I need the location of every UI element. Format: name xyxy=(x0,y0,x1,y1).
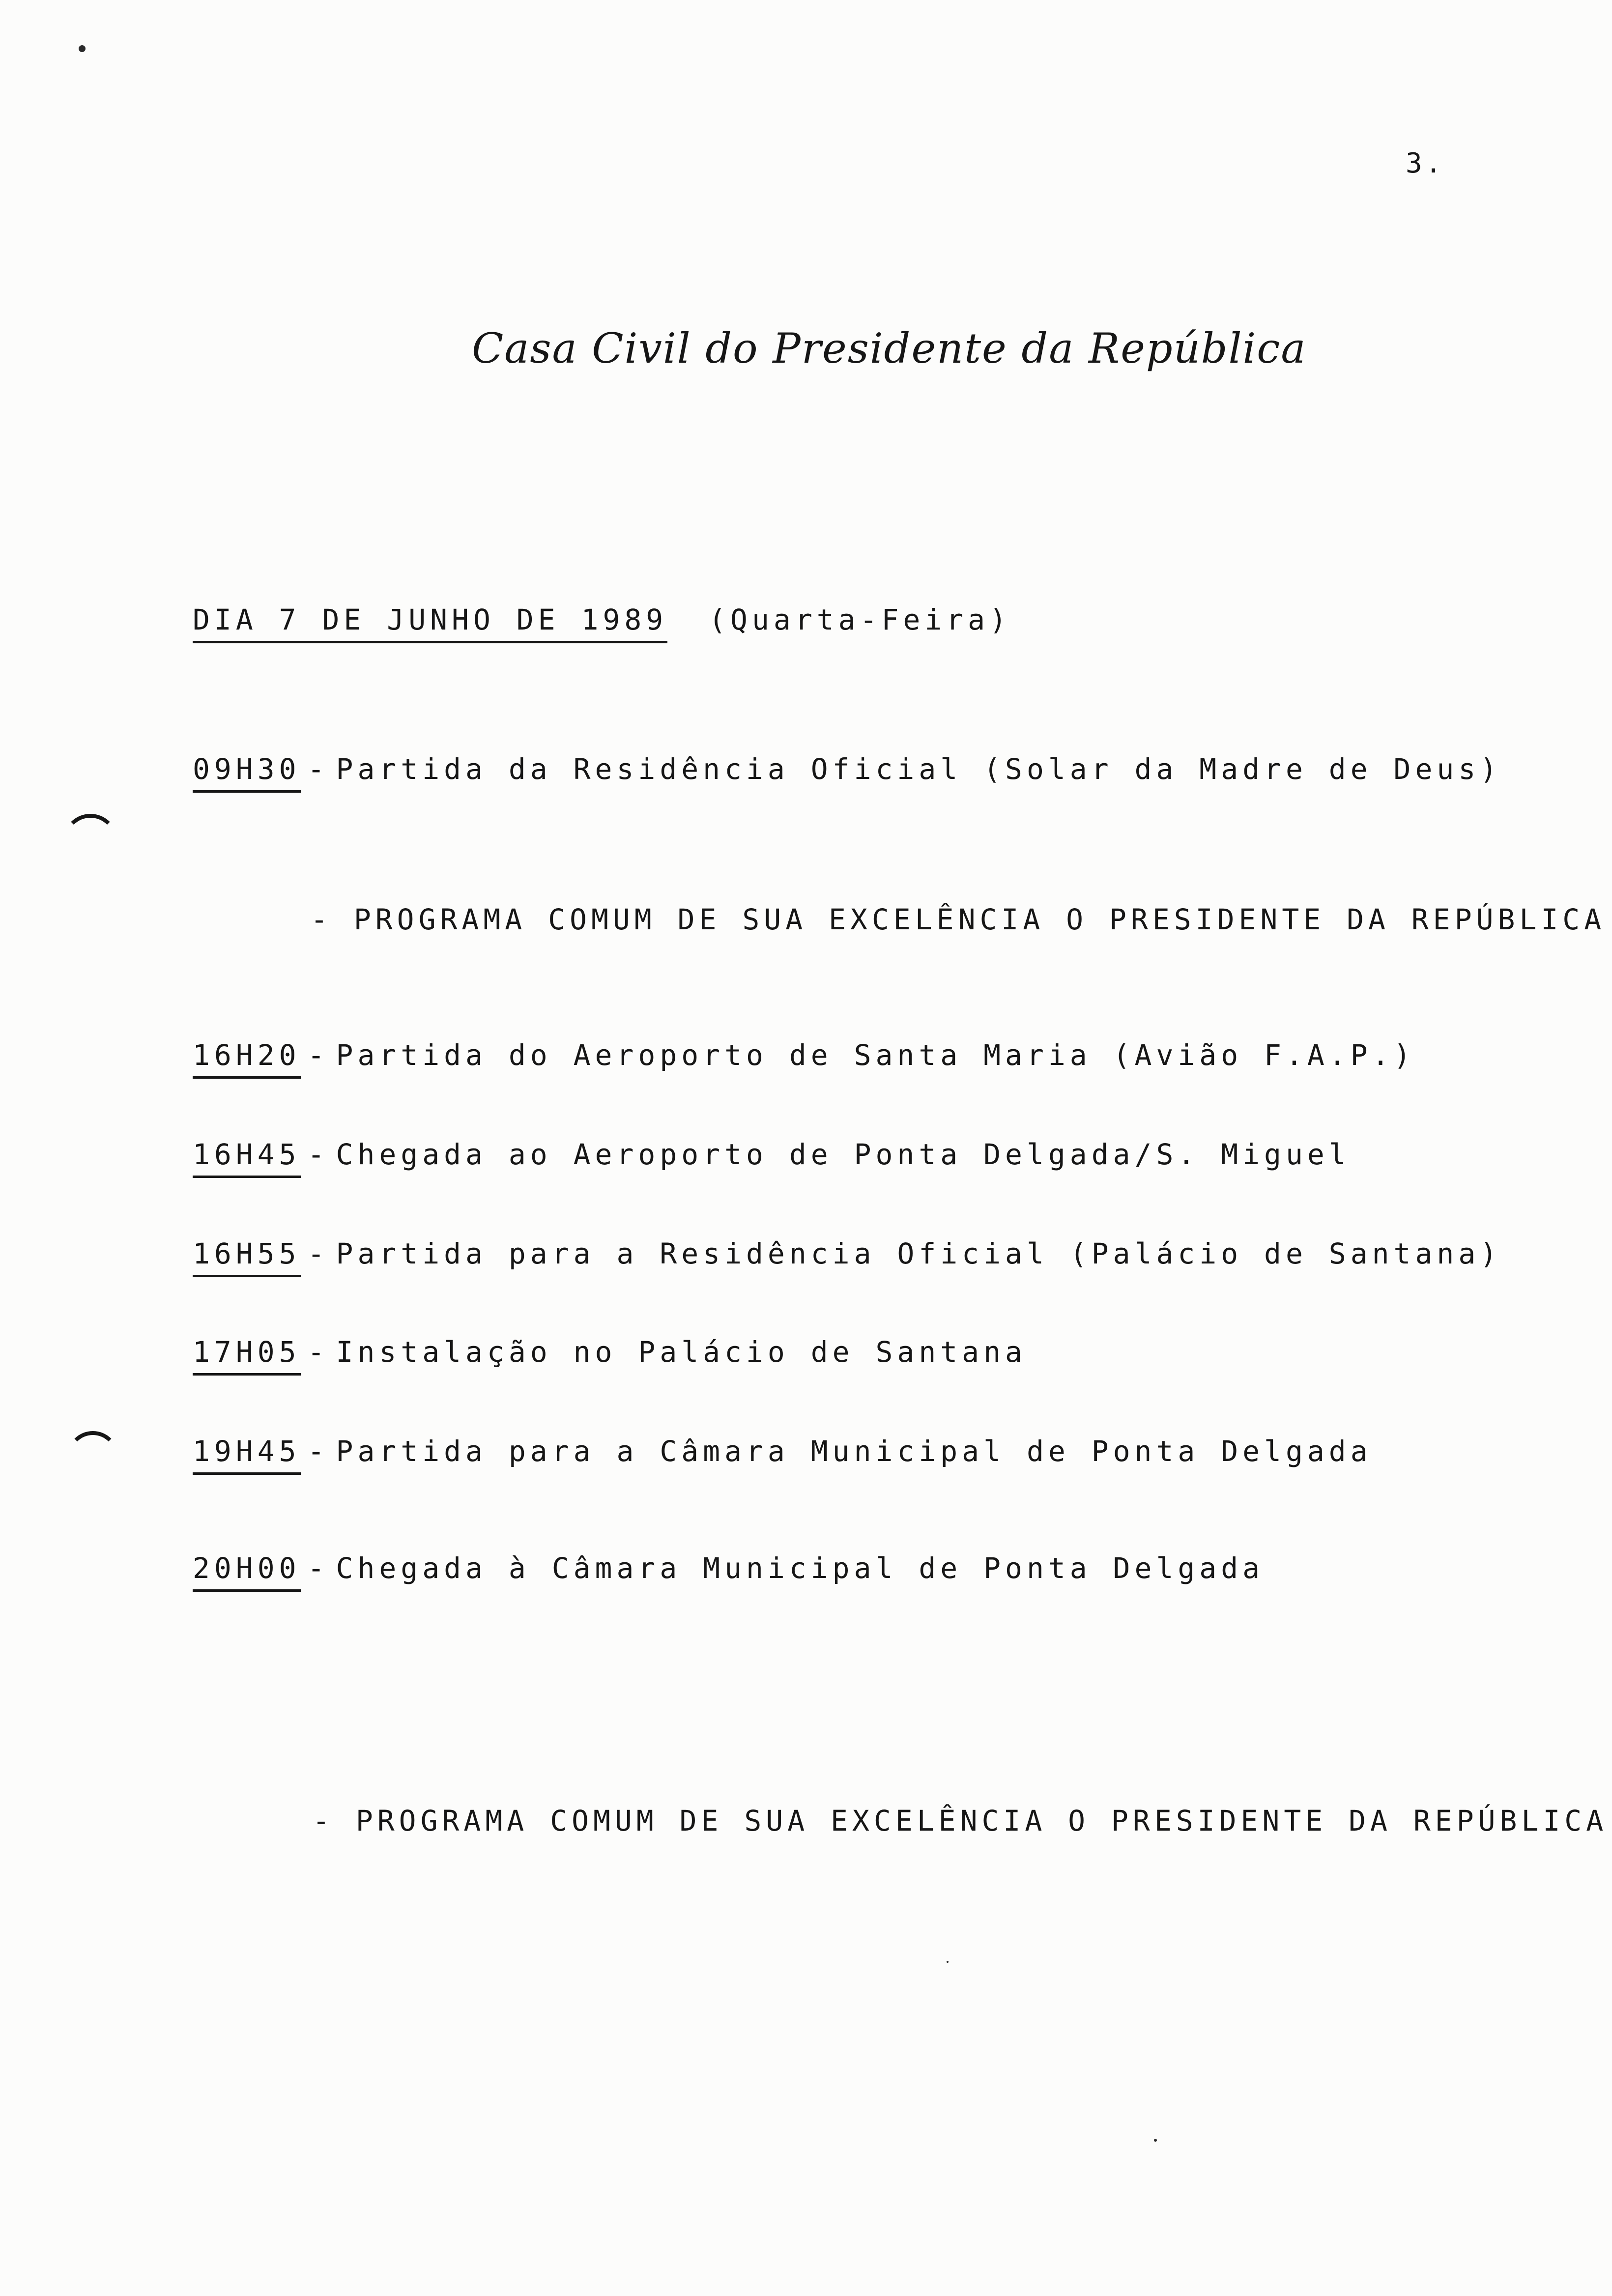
entry-text: Partida do Aeroporto de Santa Maria (Avião F.A.P.) xyxy=(336,1038,1415,1072)
page-number: 3. xyxy=(1406,147,1445,179)
entry-text: Partida da Residência Oficial (Solar da Madre de Deus) xyxy=(336,752,1502,786)
programme-note: - PROGRAMA COMUM DE SUA EXCELÊNCIA O PRESIDENTE DA REPÚBLICA xyxy=(313,1804,1608,1837)
entry-text: Partida para a Residência Oficial (Palácio de Santana) xyxy=(336,1237,1502,1270)
entry-time: 09H30 xyxy=(193,755,301,793)
schedule-entry xyxy=(193,1551,1265,1592)
schedule-entry xyxy=(193,1038,1415,1079)
entry-time: 16H55 xyxy=(193,1239,301,1277)
scan-speck xyxy=(947,1961,949,1963)
entry-dash: - xyxy=(307,1335,329,1369)
entry-dash: - xyxy=(307,1237,329,1270)
entry-time: 16H20 xyxy=(193,1041,301,1079)
punch-hole-mark xyxy=(63,814,118,869)
weekday-text: (Quarta-Feira) xyxy=(709,603,1011,636)
programme-note: - PROGRAMA COMUM DE SUA EXCELÊNCIA O PRESIDENTE DA REPÚBLICA xyxy=(311,903,1606,936)
schedule-entry xyxy=(193,1437,1372,1475)
date-text: DIA 7 DE JUNHO DE 1989 xyxy=(193,605,667,643)
entry-dash: - xyxy=(307,1038,329,1072)
entry-dash: - xyxy=(307,1551,329,1585)
entry-time: 17H05 xyxy=(193,1338,301,1376)
entry-dash: - xyxy=(307,1138,329,1171)
entry-time: 19H45 xyxy=(193,1437,301,1475)
entry-text: Partida para a Câmara Municipal de Ponta Delgada xyxy=(336,1435,1372,1468)
schedule-entry xyxy=(193,1335,1027,1376)
entry-text: Chegada ao Aeroporto de Ponta Delgada/S. Miguel xyxy=(336,1138,1351,1171)
entry-text: Instalação no Palácio de Santana xyxy=(336,1335,1027,1369)
date-heading xyxy=(193,605,1011,643)
entry-dash: - xyxy=(307,1435,329,1468)
schedule-entry xyxy=(193,752,1502,793)
entry-dash: - xyxy=(307,752,329,786)
letterhead-title: Casa Civil do Presidente da República xyxy=(472,324,1307,373)
scan-speck xyxy=(79,45,86,52)
scan-speck xyxy=(1154,2139,1157,2142)
entry-time: 20H00 xyxy=(193,1554,301,1592)
entry-text: Chegada à Câmara Municipal de Ponta Delgada xyxy=(336,1551,1265,1585)
schedule-entry xyxy=(193,1140,1351,1178)
punch-hole-mark xyxy=(67,1431,119,1483)
schedule-entry xyxy=(193,1239,1501,1277)
entry-time: 16H45 xyxy=(193,1140,301,1178)
